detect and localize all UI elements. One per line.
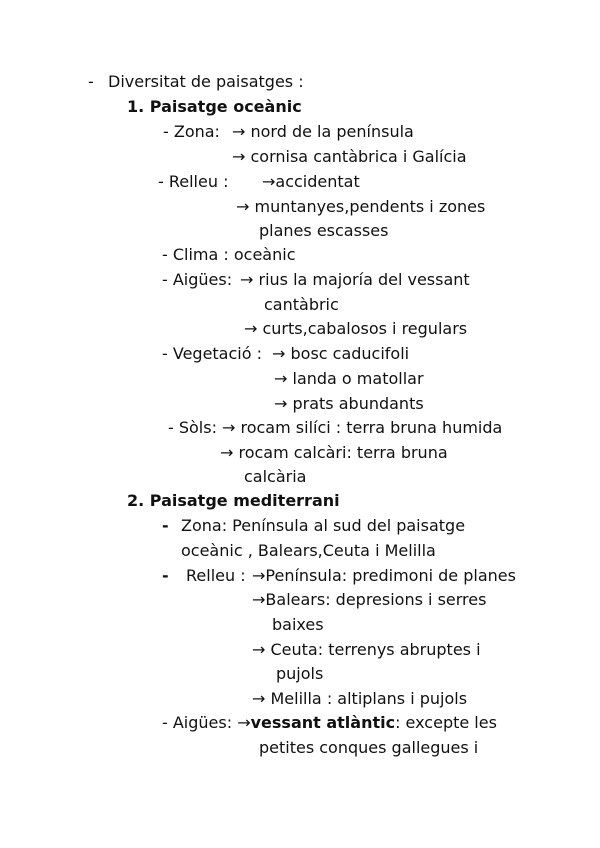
s1-aigues-line1: → rius la majoría del vessant xyxy=(240,270,470,289)
s1-sols-line1: → rocam silíci : terra bruna humida xyxy=(222,418,503,437)
s1-sols-line3: calcària xyxy=(244,467,307,486)
s2-relleu-line2: →Balears: depresions i serres xyxy=(252,590,487,609)
s1-relleu-label: - Relleu : xyxy=(158,172,229,191)
s2-aigues-line1 xyxy=(162,713,497,733)
s1-zona-line1: → nord de la península xyxy=(232,122,414,141)
s1-zona-label: - Zona: xyxy=(163,122,220,141)
s2-zona-dash: - xyxy=(162,516,169,535)
s1-relleu-line3: planes escasses xyxy=(259,221,389,240)
s1-zona-line2: → cornisa cantàbrica i Galícia xyxy=(232,147,467,166)
s2-zona-line1: Zona: Península al sud del paisatge xyxy=(181,516,466,535)
s1-vegetacio-label: - Vegetació : xyxy=(162,344,262,363)
s1-vegetacio-line2: → landa o matollar xyxy=(274,369,424,388)
s1-relleu-line1: →accidentat xyxy=(262,172,360,191)
s1-clima: - Clima : oceànic xyxy=(162,245,296,264)
s1-vegetacio-line3: → prats abundants xyxy=(274,394,424,413)
s2-zona-line2: oceànic , Balears,Ceuta i Melilla xyxy=(181,541,436,560)
s1-sols-line2: → rocam calcàri: terra bruna xyxy=(220,443,448,462)
s1-aigues-line3: → curts,cabalosos i regulars xyxy=(244,319,468,338)
s2-relleu-dash: - xyxy=(162,566,169,585)
s2-aigues-rest: : excepte les xyxy=(395,713,497,732)
s2-relleu-line6: → Melilla : altiplans i pujols xyxy=(252,689,468,708)
s2-relleu-label: Relleu : xyxy=(186,566,246,585)
s1-sols-label: - Sòls: xyxy=(168,418,217,437)
s2-aigues-bold: vessant atlàntic xyxy=(250,713,396,732)
s2-relleu-line3: baixes xyxy=(272,615,324,634)
s2-aigues-line2: petites conques gallegues i xyxy=(259,738,479,757)
section2-title: 2. Paisatge mediterrani xyxy=(127,491,340,510)
s1-relleu-line2: → muntanyes,pendents i zones xyxy=(236,197,486,216)
section1-title: 1. Paisatge oceànic xyxy=(127,97,302,116)
s2-relleu-line5: pujols xyxy=(276,664,324,683)
s1-aigues-label: - Aigües: xyxy=(162,270,233,289)
s2-relleu-line4: → Ceuta: terrenys abruptes i xyxy=(252,640,481,659)
s1-vegetacio-line1: → bosc caducifoli xyxy=(272,344,410,363)
s1-aigues-line2: cantàbric xyxy=(264,295,339,314)
intro-dash: - xyxy=(88,72,94,91)
s2-aigues-label: - Aigües: → xyxy=(162,713,251,732)
intro-heading: Diversitat de paisatges : xyxy=(108,72,304,91)
s2-relleu-line1: →Península: predimoni de planes xyxy=(252,566,516,585)
